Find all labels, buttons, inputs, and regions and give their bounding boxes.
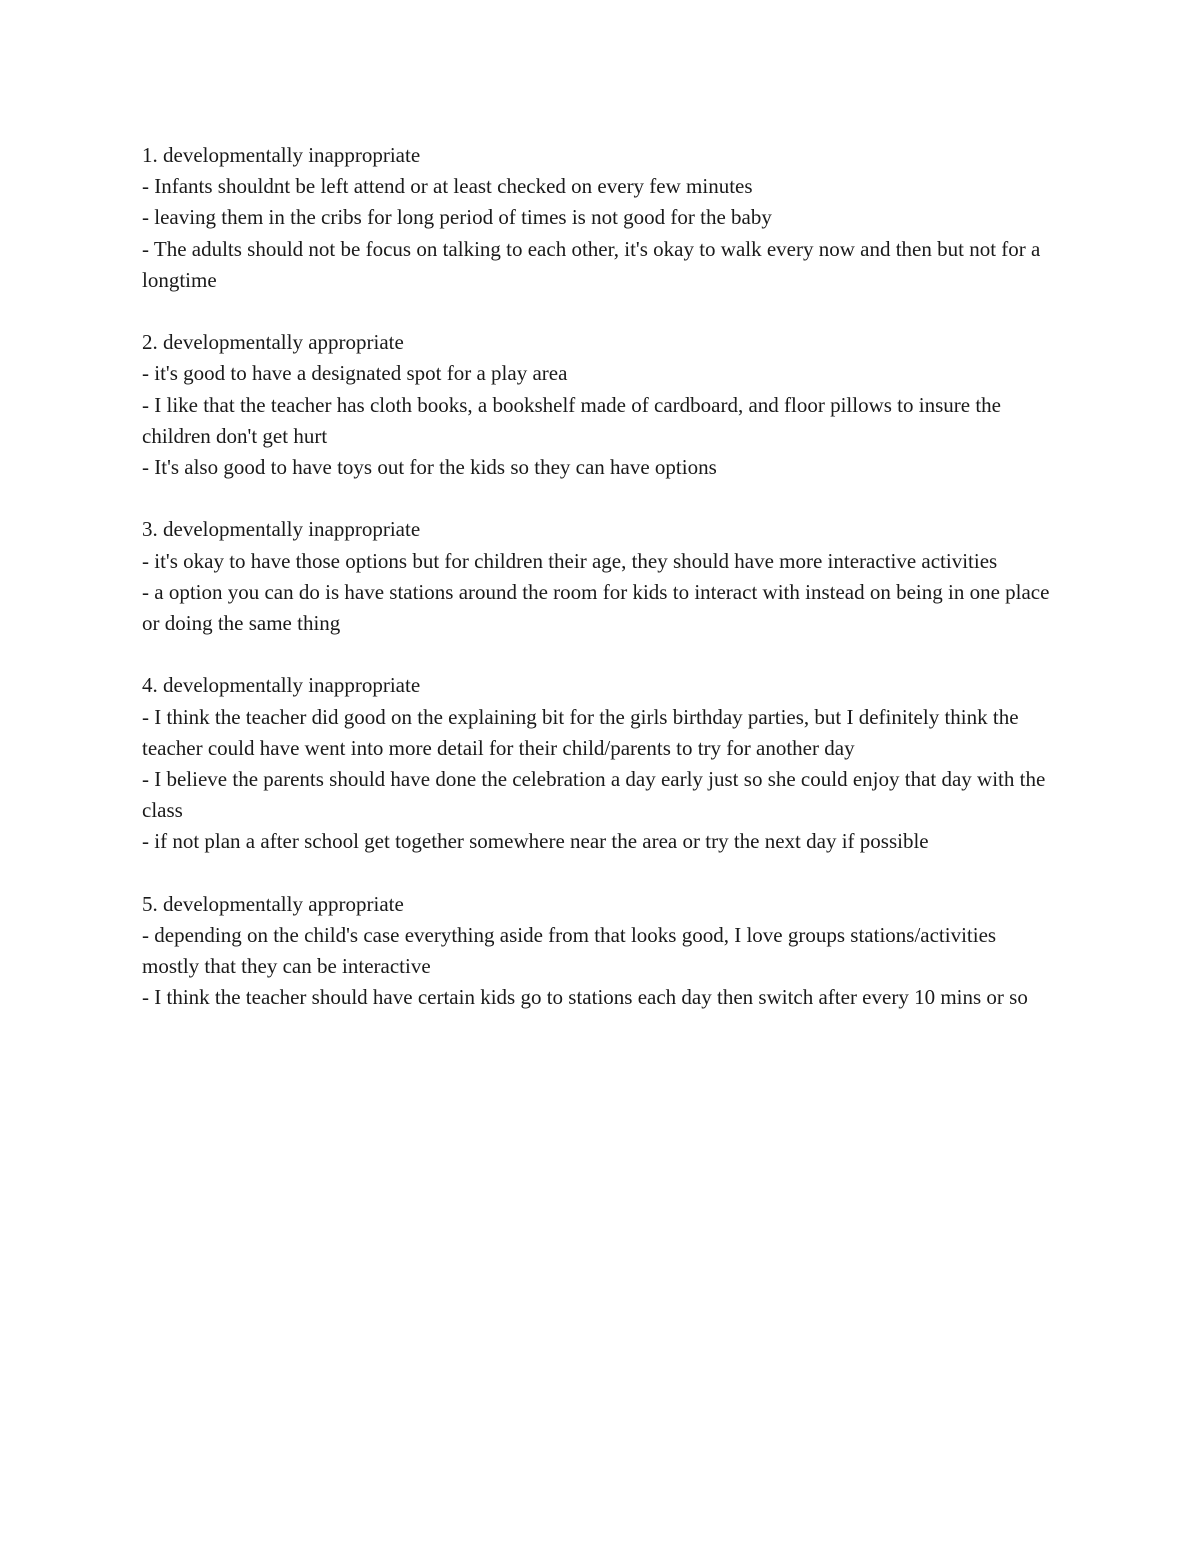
section-heading: 2. developmentally appropriate <box>142 330 404 355</box>
bullet-item: - depending on the child's case everything aside from that looks good, I love groups stations/activities mostly that they can be interactive <box>142 923 997 979</box>
section-heading: 1. developmentally inappropriate <box>142 143 421 167</box>
section-heading: 3. developmentally inappropriate <box>142 517 421 542</box>
bullet-item: - I like that the teacher has cloth books, a bookshelf made of cardboard, and floor pillows to insure the children don't get hurt <box>142 392 1001 448</box>
section-heading: 5. developmentally appropriate <box>142 891 404 916</box>
bullet-item: - leaving them in the cribs for long period of times is not good for the baby <box>142 205 772 230</box>
bullet-item: - I think the teacher should have certain kids go to stations each day then switch after every 10 mins or so <box>142 985 1028 1010</box>
section-2 <box>142 327 1052 483</box>
section-heading: 4. developmentally inappropriate <box>142 673 421 698</box>
bullet-item: - if not plan a after school get together somewhere near the area or try the next day if possible <box>142 829 929 854</box>
bullet-item: - The adults should not be focus on talking to each other, it's okay to walk every now and then but not for a longtime <box>142 236 1041 292</box>
bullet-item: - it's good to have a designated spot for a play area <box>142 361 568 386</box>
bullet-item: - it's okay to have those options but for children their age, they should have more interactive activities <box>142 548 998 573</box>
bullet-item: - a option you can do is have stations around the room for kids to interact with instead on being in one place or doing the same thing <box>142 579 1050 636</box>
section-1 <box>142 140 1052 296</box>
bullet-item: - I think the teacher did good on the explaining bit for the girls birthday parties, but I definitely think the teacher could have went into more detail for their child/parents to try for another day <box>142 704 1019 760</box>
bullet-item: - I believe the parents should have done the celebration a day early just so she could enjoy that day with the class <box>142 767 1046 823</box>
bullet-item: - It's also good to have toys out for the kids so they can have options <box>142 455 717 480</box>
document-body <box>142 140 1052 1045</box>
section-3 <box>142 514 1052 639</box>
section-5 <box>142 889 1052 1014</box>
section-4 <box>142 670 1052 857</box>
bullet-item: - Infants shouldnt be left attend or at least checked on every few minutes <box>142 174 753 199</box>
